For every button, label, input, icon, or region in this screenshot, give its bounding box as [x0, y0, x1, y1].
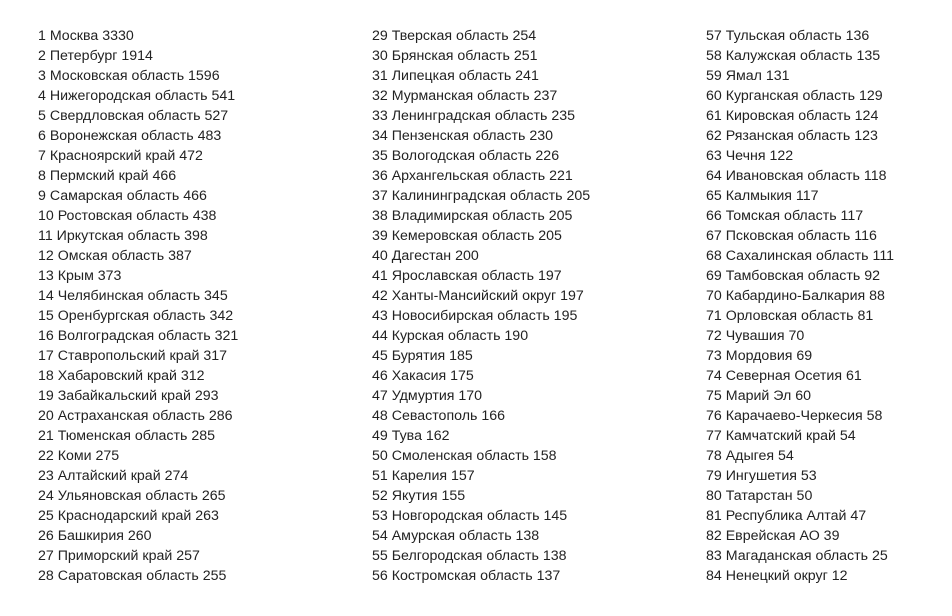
list-item: 11 Иркутская область 398 — [38, 228, 208, 244]
list-item: 55 Белгородская область 138 — [372, 548, 567, 564]
list-item: 36 Архангельская область 221 — [372, 168, 573, 184]
list-item: 7 Красноярский край 472 — [38, 148, 203, 164]
list-item: 60 Курганская область 129 — [706, 88, 883, 104]
list-item: 19 Забайкальский край 293 — [38, 388, 219, 404]
list-item: 75 Марий Эл 60 — [706, 388, 811, 404]
list-item: 46 Хакасия 175 — [372, 368, 474, 384]
list-item: 33 Ленинградская область 235 — [372, 108, 576, 124]
list-item: 22 Коми 275 — [38, 448, 120, 464]
list-item: 59 Ямал 131 — [706, 68, 790, 84]
list-item: 5 Свердловская область 527 — [38, 108, 229, 124]
list-item: 67 Псковская область 116 — [706, 228, 877, 244]
list-item: 40 Дагестан 200 — [372, 248, 479, 264]
list-item: 10 Ростовская область 438 — [38, 208, 217, 224]
list-item: 47 Удмуртия 170 — [372, 388, 483, 404]
list-item: 16 Волгоградская область 321 — [38, 328, 239, 344]
list-item: 63 Чечня 122 — [706, 148, 794, 164]
list-item: 9 Самарская область 466 — [38, 188, 207, 204]
list-item: 74 Северная Осетия 61 — [706, 368, 862, 384]
list-item: 4 Нижегородская область 541 — [38, 88, 236, 104]
list-item: 18 Хабаровский край 312 — [38, 368, 205, 384]
list-item: 45 Бурятия 185 — [372, 348, 473, 364]
list-item: 23 Алтайский край 274 — [38, 468, 189, 484]
list-item: 41 Ярославская область 197 — [372, 268, 562, 284]
list-item: 34 Пензенская область 230 — [372, 128, 553, 144]
list-item: 80 Татарстан 50 — [706, 488, 813, 504]
list-item: 15 Оренбургская область 342 — [38, 308, 234, 324]
list-item: 68 Сахалинская область 111 — [706, 248, 895, 264]
column-3 — [706, 26, 946, 586]
list-item: 53 Новгородская область 145 — [372, 508, 568, 524]
column-2 — [372, 26, 692, 586]
list-item: 79 Ингушетия 53 — [706, 468, 817, 484]
list-item: 56 Костромская область 137 — [372, 568, 561, 584]
list-item: 72 Чувашия 70 — [706, 328, 805, 344]
list-item: 54 Амурская область 138 — [372, 528, 540, 544]
column-1 — [38, 26, 358, 586]
list-item: 27 Приморский край 257 — [38, 548, 200, 564]
list-item: 62 Рязанская область 123 — [706, 128, 878, 144]
list-item: 44 Курская область 190 — [372, 328, 529, 344]
list-item: 73 Мордовия 69 — [706, 348, 813, 364]
list-item: 49 Тува 162 — [372, 428, 450, 444]
list-item: 39 Кемеровская область 205 — [372, 228, 562, 244]
list-item: 14 Челябинская область 345 — [38, 288, 228, 304]
list-item: 58 Калужская область 135 — [706, 48, 881, 64]
list-item: 30 Брянская область 251 — [372, 48, 538, 64]
list-item: 43 Новосибирская область 195 — [372, 308, 578, 324]
list-item: 17 Ставропольский край 317 — [38, 348, 228, 364]
list-item: 2 Петербург 1914 — [38, 48, 153, 64]
list-item: 42 Ханты-Мансийский округ 197 — [372, 288, 584, 304]
list-item: 12 Омская область 387 — [38, 248, 192, 264]
list-item: 66 Томская область 117 — [706, 208, 864, 224]
list-item: 51 Карелия 157 — [372, 468, 475, 484]
list-item: 29 Тверская область 254 — [372, 28, 537, 44]
list-item: 76 Карачаево-Черкесия 58 — [706, 408, 883, 424]
list-item: 61 Кировская область 124 — [706, 108, 879, 124]
list-item: 21 Тюменская область 285 — [38, 428, 215, 444]
list-item: 70 Кабардино-Балкария 88 — [706, 288, 885, 304]
list-item: 84 Ненецкий округ 12 — [706, 568, 848, 584]
list-item: 3 Московская область 1596 — [38, 68, 220, 84]
list-item: 81 Республика Алтай 47 — [706, 508, 867, 524]
list-item: 57 Тульская область 136 — [706, 28, 870, 44]
list-item: 52 Якутия 155 — [372, 488, 466, 504]
list-item: 38 Владимирская область 205 — [372, 208, 573, 224]
list-item: 82 Еврейская АО 39 — [706, 528, 840, 544]
list-item: 48 Севастополь 166 — [372, 408, 505, 424]
list-item: 25 Краснодарский край 263 — [38, 508, 219, 524]
list-item: 78 Адыгея 54 — [706, 448, 794, 464]
list-item: 24 Ульяновская область 265 — [38, 488, 226, 504]
list-item: 50 Смоленская область 158 — [372, 448, 557, 464]
list-item: 28 Саратовская область 255 — [38, 568, 227, 584]
list-item: 26 Башкирия 260 — [38, 528, 152, 544]
list-item: 77 Камчатский край 54 — [706, 428, 856, 444]
list-item: 35 Вологодская область 226 — [372, 148, 560, 164]
list-item: 71 Орловская область 81 — [706, 308, 874, 324]
list-item: 32 Мурманская область 237 — [372, 88, 558, 104]
list-item: 6 Воронежская область 483 — [38, 128, 222, 144]
list-item: 20 Астраханская область 286 — [38, 408, 233, 424]
list-item: 65 Калмыкия 117 — [706, 188, 819, 204]
list-item: 31 Липецкая область 241 — [372, 68, 539, 84]
list-item: 8 Пермский край 466 — [38, 168, 177, 184]
list-item: 13 Крым 373 — [38, 268, 122, 284]
list-item: 64 Ивановская область 118 — [706, 168, 887, 184]
list-item: 69 Тамбовская область 92 — [706, 268, 881, 284]
list-item: 37 Калининградская область 205 — [372, 188, 591, 204]
list-item: 83 Магаданская область 25 — [706, 548, 888, 564]
list-item: 1 Москва 3330 — [38, 28, 134, 44]
